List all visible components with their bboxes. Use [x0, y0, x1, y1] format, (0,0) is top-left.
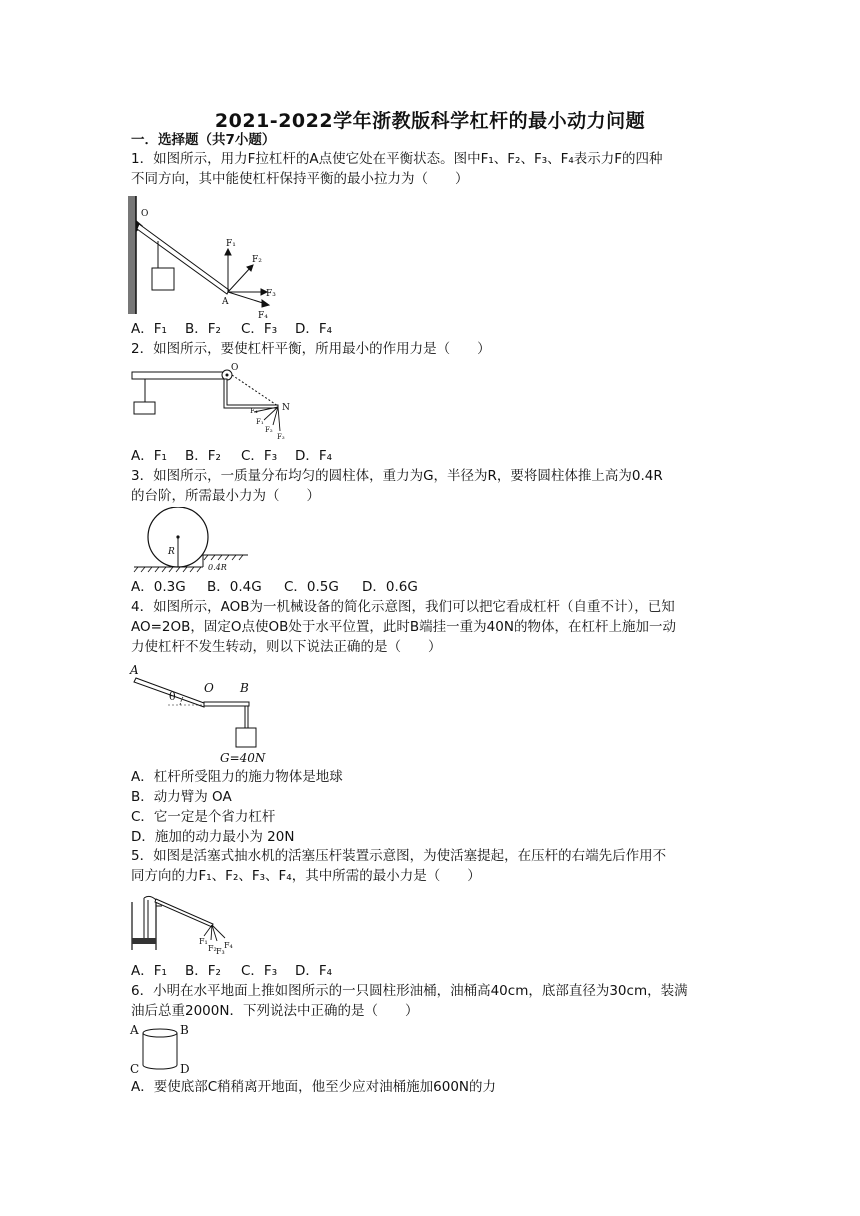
- question-3-text-cont: 的台阶，所需最小力为（ ）: [131, 488, 320, 504]
- point-n-label: N: [282, 403, 290, 413]
- question-4-text-cont-2: 力使杠杆不发生转动，则以下说法正确的是（ ）: [131, 639, 442, 655]
- option-b[interactable]: B．F₂: [185, 321, 221, 337]
- question-1-options: [131, 320, 332, 338]
- option-c[interactable]: C．F₃: [241, 448, 278, 464]
- question-5-options: [131, 962, 332, 980]
- f2-label: F₂: [252, 255, 262, 265]
- point-o-label-4: O: [204, 681, 214, 695]
- f1-label: F₁: [226, 239, 236, 249]
- question-5-text: 5．如图是活塞式抽水机的活塞压杆装置示意图，为使活塞提起，在压杆的右端先后作用不: [131, 848, 667, 864]
- step-height-label: 0.4R: [208, 563, 227, 572]
- point-d-label-6: D: [180, 1062, 190, 1076]
- theta-label: θ: [169, 690, 176, 703]
- f1-label-5: F₁: [199, 937, 208, 946]
- question-1-text: 1．如图所示，用力F拉杠杆的A点使它处在平衡状态。图中F₁、F₂、F₃、F₄表示力F的四种: [131, 151, 663, 167]
- point-a-label-6: A: [130, 1023, 139, 1037]
- question-4-figure: [128, 660, 268, 770]
- page-title: 2021-2022学年浙教版科学杠杆的最小动力问题: [214, 110, 646, 132]
- question-5-figure: [128, 892, 248, 958]
- question-6-figure: [128, 1021, 198, 1077]
- question-3-options: [131, 578, 418, 596]
- question-4-option-b[interactable]: B．动力臂为 OA: [131, 789, 232, 805]
- option-a[interactable]: A．F₁: [131, 321, 167, 337]
- option-d[interactable]: D．F₄: [295, 963, 333, 979]
- option-d[interactable]: D．F₄: [295, 321, 333, 337]
- f4-label-5: F₄: [224, 941, 233, 950]
- question-4-text-cont: AO=2OB，固定O点使OB处于水平位置，此时B端挂一重为40N的物体，在杠杆上施加一动: [131, 619, 676, 635]
- option-d[interactable]: D．F₄: [295, 448, 333, 464]
- point-o-label: O: [141, 209, 149, 219]
- point-o-label-2: O: [231, 363, 239, 373]
- point-a-label: A: [222, 297, 229, 307]
- option-c[interactable]: C．0.5G: [284, 579, 339, 595]
- f3-label-5: F₃: [216, 947, 225, 956]
- option-a[interactable]: A．0.3G: [131, 579, 186, 595]
- question-4-option-a[interactable]: A．杠杆所受阻力的施力物体是地球: [131, 769, 343, 785]
- question-4-option-d[interactable]: D．施加的动力最小为 20N: [131, 829, 295, 845]
- point-b-label-6: B: [180, 1023, 189, 1037]
- option-a[interactable]: A．F₁: [131, 448, 167, 464]
- option-c[interactable]: C．F₃: [241, 963, 278, 979]
- question-4-text: 4．如图所示，AOB为一机械设备的简化示意图，我们可以把它看成杠杆（自重不计），已知: [131, 599, 675, 615]
- question-2-options: [131, 447, 332, 465]
- question-6-option-a[interactable]: A．要使底部C稍稍离开地面，他至少应对油桶施加600N的力: [131, 1079, 497, 1095]
- option-b[interactable]: B．0.4G: [207, 579, 262, 595]
- option-a[interactable]: A．F₁: [131, 963, 167, 979]
- point-c-label-6: C: [130, 1062, 140, 1076]
- question-4-option-c[interactable]: C．它一定是个省力杠杆: [131, 809, 276, 825]
- question-2-text: 2．如图所示，要使杠杆平衡，所用最小的作用力是（ ）: [131, 341, 491, 357]
- option-b[interactable]: B．F₂: [185, 963, 221, 979]
- section-heading: 一．选择题（共7小题）: [131, 132, 276, 148]
- point-b-label-4: B: [240, 681, 249, 695]
- weight-label: G=40N: [220, 751, 266, 765]
- question-3-figure: [128, 507, 258, 575]
- option-c[interactable]: C．F₃: [241, 321, 278, 337]
- option-d[interactable]: D．0.6G: [362, 579, 418, 595]
- f1-label-2: F₁: [256, 418, 264, 426]
- f4-label-2: F₄: [250, 407, 258, 415]
- option-b[interactable]: B．F₂: [185, 448, 221, 464]
- question-3-text: 3．如图所示，一质量分布均匀的圆柱体，重力为G，半径为R，要将圆柱体推上高为0.4R: [131, 468, 663, 484]
- f2-label-5: F₂: [208, 944, 217, 953]
- f4-label: F₄: [258, 311, 268, 321]
- question-1-text-cont: 不同方向，其中能使杠杆保持平衡的最小拉力为（ ）: [131, 171, 469, 187]
- question-1-figure: [125, 194, 285, 322]
- point-a-label-4: A: [130, 663, 139, 677]
- f3-label-2: F₃: [277, 433, 285, 441]
- question-5-text-cont: 同方向的力F₁、F₂、F₃、F₄，其中所需的最小力是（ ）: [131, 868, 481, 884]
- question-6-text: 6．小明在水平地面上推如图所示的一只圆柱形油桶，油桶高40cm，底部直径为30cm，装满: [131, 983, 688, 999]
- question-2-figure: [128, 363, 298, 443]
- f3-label: F₃: [266, 289, 276, 299]
- f2-label-2: F₂: [265, 426, 273, 434]
- question-6-text-cont: 油后总重2000N．下列说法中正确的是（ ）: [131, 1003, 419, 1019]
- radius-label: R: [168, 547, 175, 557]
